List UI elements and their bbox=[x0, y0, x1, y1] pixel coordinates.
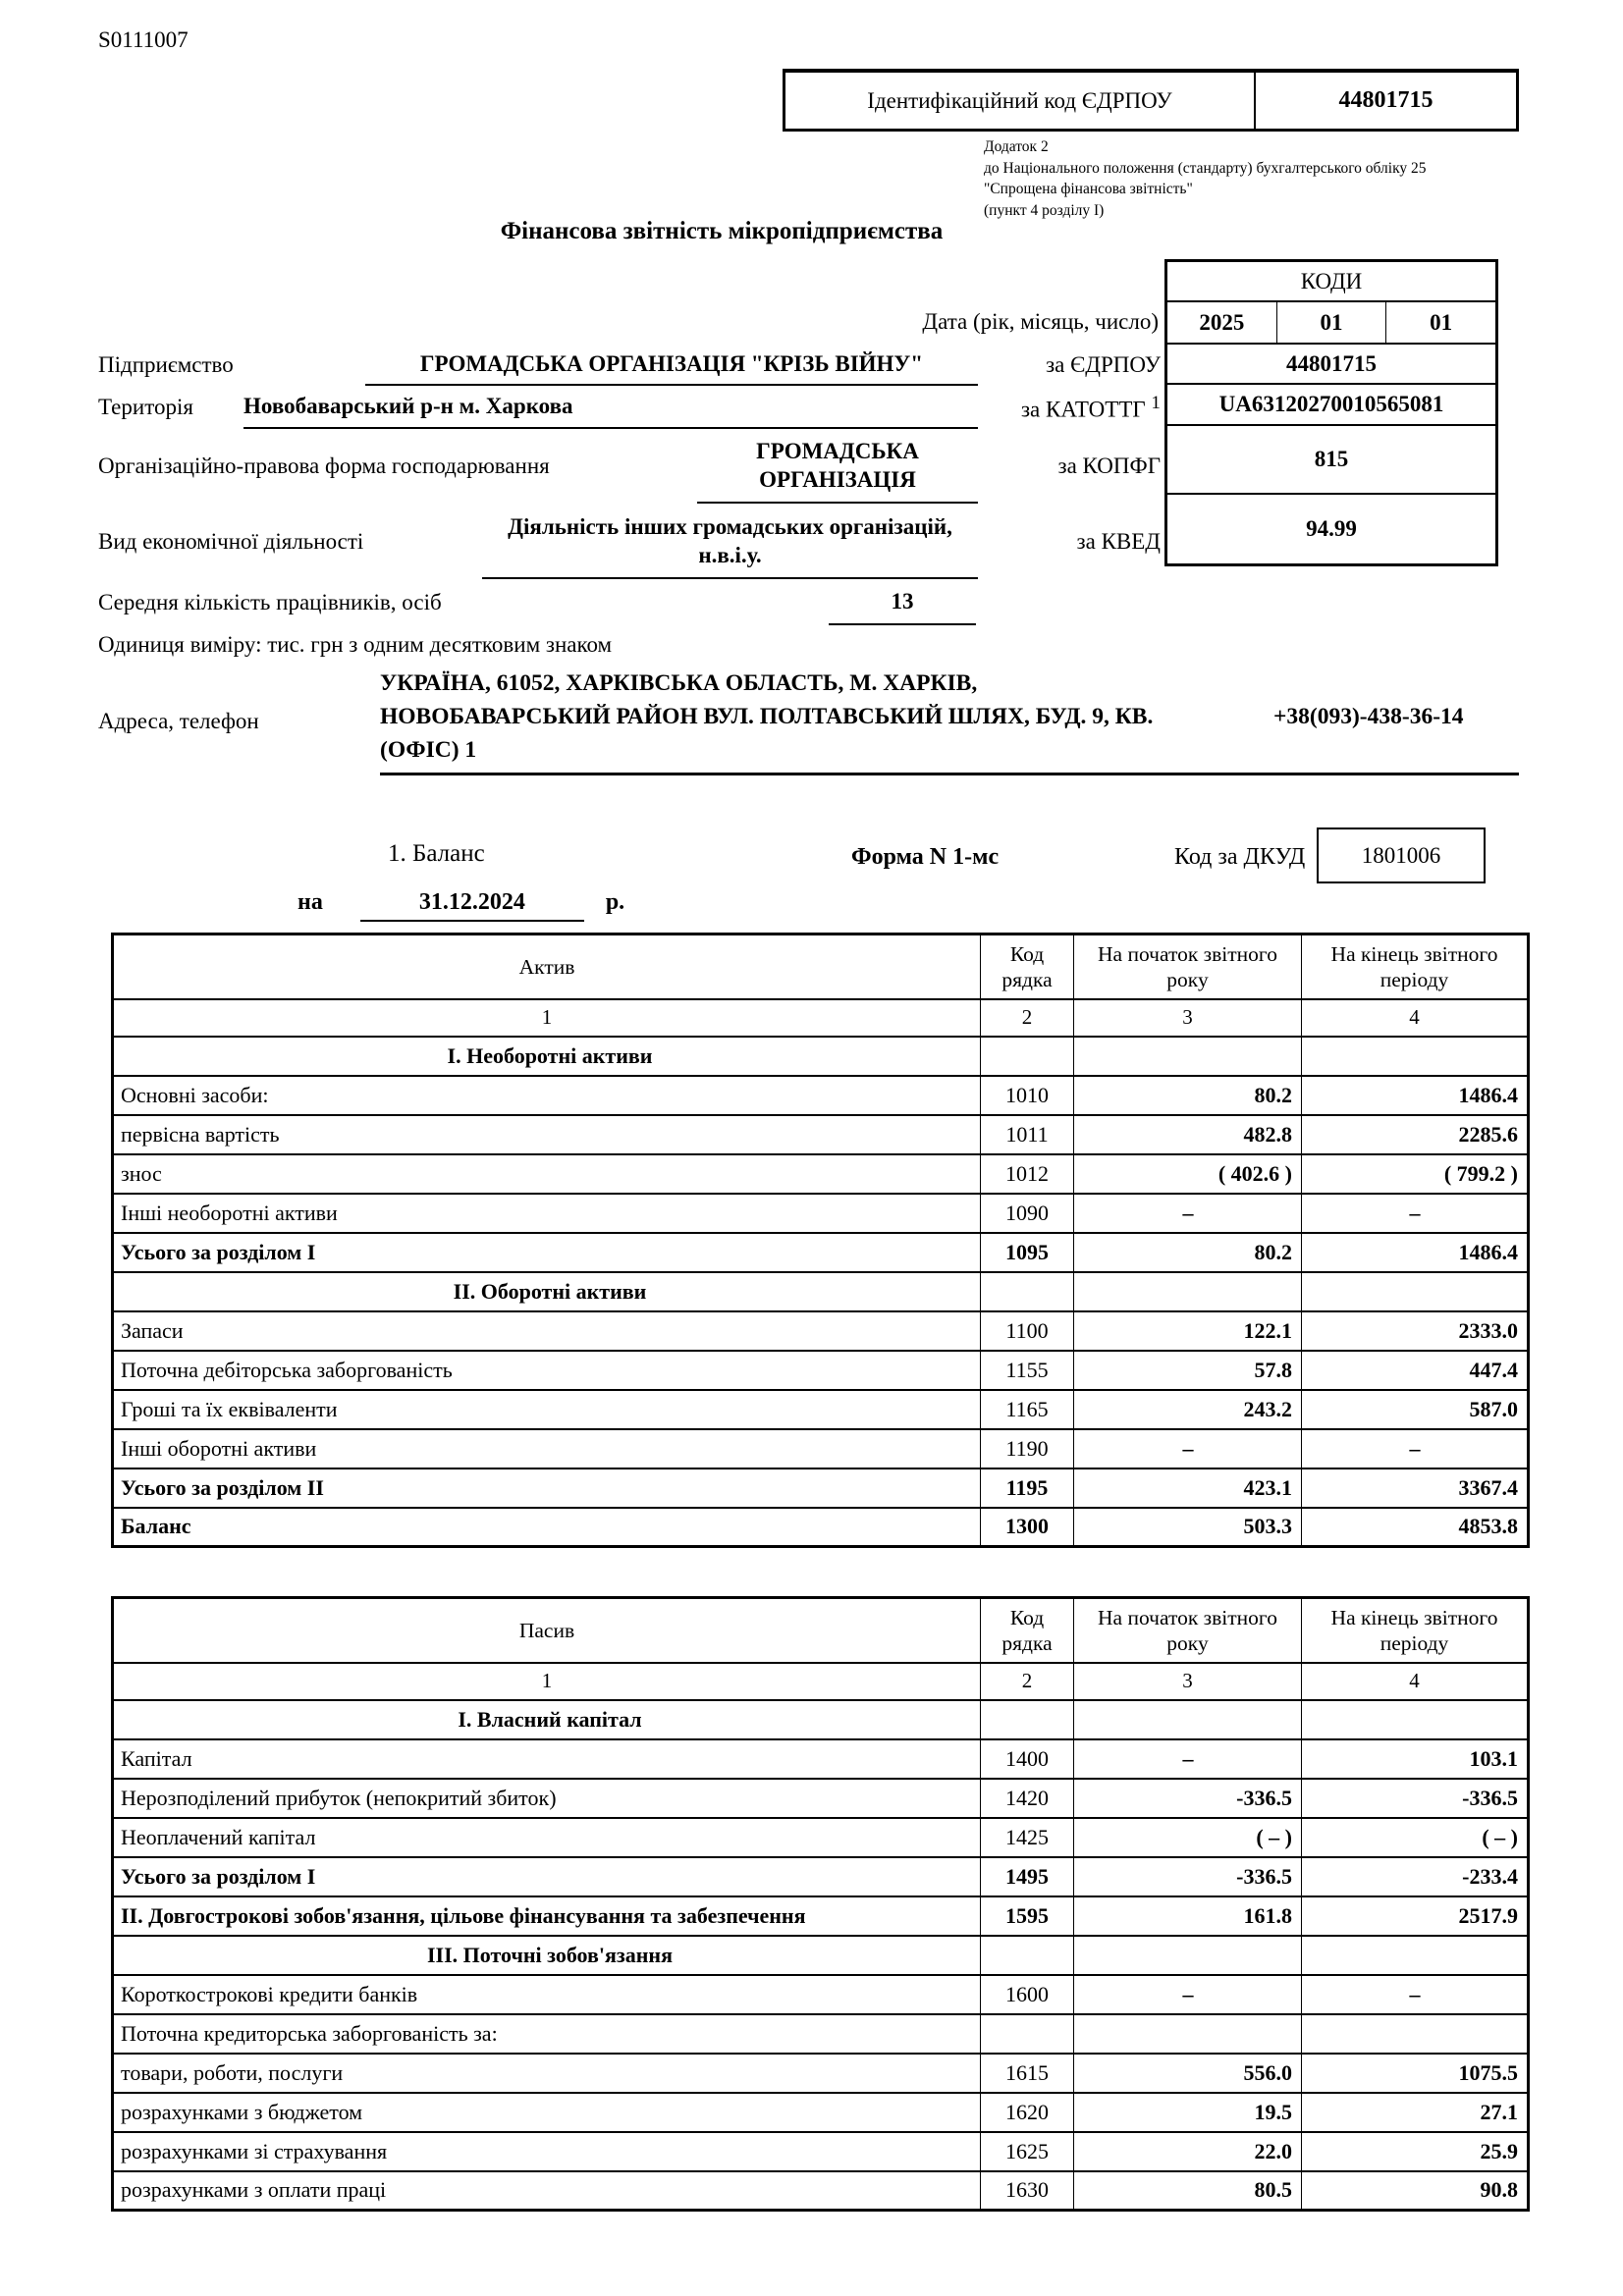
row-label-cell: ІІ. Довгострокові зобов'язання, цільове фінансування та забезпечення bbox=[121, 1902, 806, 1928]
edrpou-field-label: за ЄДРПОУ bbox=[1046, 351, 1161, 377]
row-code-cell: 1400 bbox=[981, 1739, 1074, 1779]
row-code-cell: 1155 bbox=[981, 1351, 1074, 1390]
value-end-cell: 90.8 bbox=[1302, 2171, 1529, 2211]
date-prefix: на bbox=[298, 889, 323, 915]
katottg-footnote-mark: 1 bbox=[1151, 392, 1161, 413]
value-end-cell: 3367.4 bbox=[1302, 1468, 1529, 1508]
page-title: Фінансова звітність мікропідприємства bbox=[500, 218, 944, 244]
liability-row-1595 bbox=[113, 1896, 1529, 1936]
col-header-code: Код рядка bbox=[981, 1598, 1074, 1663]
row-code-cell: 1600 bbox=[981, 1975, 1074, 2014]
dkud-label: Код за ДКУД bbox=[1174, 844, 1306, 870]
row-label-cell: первісна вартість bbox=[121, 1121, 280, 1147]
balance-date-line bbox=[298, 889, 624, 922]
value-end-cell: 2333.0 bbox=[1302, 1311, 1529, 1351]
value-end-cell: 587.0 bbox=[1302, 1390, 1529, 1429]
row-label-cell: товари, роботи, послуги bbox=[121, 2059, 344, 2085]
enterprise-value: ГРОМАДСЬКА ОРГАНІЗАЦІЯ "КРІЗЬ ВІЙНУ" bbox=[365, 344, 978, 386]
value-begin-cell: 503.3 bbox=[1074, 1508, 1302, 1547]
row-label-cell: Поточна дебіторська заборгованість bbox=[121, 1357, 453, 1382]
value-end-cell bbox=[1302, 1037, 1529, 1076]
row-code-cell: 1095 bbox=[981, 1233, 1074, 1272]
liability-section-equity bbox=[113, 1700, 1529, 1739]
row-code-cell: 1595 bbox=[981, 1896, 1074, 1936]
form-number-label: Форма N 1-мс bbox=[851, 844, 1000, 870]
section-label-cell: ІІ. Оборотні активи bbox=[453, 1278, 647, 1304]
row-label-cell: Інші оборотні активи bbox=[121, 1435, 317, 1461]
phone-value: +38(093)-438-36-14 bbox=[1273, 703, 1464, 729]
kopfg-field-label: за КОПФГ bbox=[1057, 454, 1161, 478]
value-begin-cell: 423.1 bbox=[1074, 1468, 1302, 1508]
row-code-cell: 1620 bbox=[981, 2093, 1074, 2132]
form-code: S0111007 bbox=[98, 27, 189, 52]
spacer bbox=[1190, 667, 1273, 767]
asset-balance-row bbox=[113, 1508, 1529, 1547]
col-header-name: Пасив bbox=[518, 1618, 575, 1642]
value-end-cell: 27.1 bbox=[1302, 2093, 1529, 2132]
value-begin-cell bbox=[1074, 1272, 1302, 1311]
value-begin-cell: 161.8 bbox=[1074, 1896, 1302, 1936]
row-code-cell: 1630 bbox=[981, 2171, 1074, 2211]
value-end-cell: 1486.4 bbox=[1302, 1233, 1529, 1272]
row-code-cell bbox=[981, 1037, 1074, 1076]
katottg-field-label: за КАТОТТГ $^1$ bbox=[1020, 392, 1161, 422]
unit-row bbox=[98, 625, 1519, 665]
value-end-cell: – bbox=[1302, 1429, 1529, 1468]
col-header-code: Код рядка bbox=[981, 934, 1074, 999]
unit-label: Одиниця виміру: тис. грн з одним десятковим знаком bbox=[98, 632, 613, 657]
appendix-line: Додаток 2 bbox=[984, 138, 1049, 155]
asset-row-1012 bbox=[113, 1154, 1529, 1194]
row-label-cell: Запаси bbox=[121, 1317, 184, 1343]
col-number: 3 bbox=[1074, 1663, 1302, 1700]
balance-date-value: 31.12.2024 bbox=[360, 889, 584, 922]
col-header-name: Актив bbox=[518, 954, 575, 979]
col-number: 3 bbox=[1074, 999, 1302, 1037]
value-end-cell: 1075.5 bbox=[1302, 2054, 1529, 2093]
row-code-cell: 1615 bbox=[981, 2054, 1074, 2093]
row-label-cell: Нерозподілений прибуток (непокритий збиток) bbox=[121, 1785, 557, 1810]
value-begin-cell: ( 402.6 ) bbox=[1074, 1154, 1302, 1194]
row-label-cell: розрахунками зі страхування bbox=[121, 2138, 388, 2163]
value-end-cell: ( 799.2 ) bbox=[1302, 1154, 1529, 1194]
col-number: 2 bbox=[981, 999, 1074, 1037]
row-label-cell: Неоплачений капітал bbox=[121, 1824, 316, 1849]
row-label-cell: розрахунками з бюджетом bbox=[121, 2099, 363, 2124]
row-code-cell bbox=[981, 1272, 1074, 1311]
row-code-cell: 1100 bbox=[981, 1311, 1074, 1351]
value-begin-cell: 80.2 bbox=[1074, 1076, 1302, 1115]
col-number: 1 bbox=[541, 1005, 553, 1029]
liability-row-1600 bbox=[113, 1975, 1529, 2014]
edrpou-code-label: Ідентифікаційний код ЄДРПОУ bbox=[785, 73, 1256, 129]
value-end-cell bbox=[1302, 1700, 1529, 1739]
asset-section-noncurrent bbox=[113, 1037, 1529, 1076]
liability-row-1620 bbox=[113, 2093, 1529, 2132]
enterprise-info-block bbox=[98, 300, 1519, 775]
enterprise-row bbox=[98, 344, 1164, 386]
address-row bbox=[98, 667, 1519, 775]
value-begin-cell: 122.1 bbox=[1074, 1311, 1302, 1351]
value-begin-cell bbox=[1074, 1700, 1302, 1739]
liability-row-1400 bbox=[113, 1739, 1529, 1779]
address-area bbox=[380, 667, 1519, 775]
row-label-cell: Основні засоби: bbox=[121, 1082, 269, 1107]
date-day: 01 bbox=[1430, 309, 1453, 335]
value-end-cell: – bbox=[1302, 1194, 1529, 1233]
row-code-cell bbox=[981, 1936, 1074, 1975]
code-kved: 94.99 bbox=[1306, 516, 1357, 541]
asset-row-1011 bbox=[113, 1115, 1529, 1154]
code-kopfg: 815 bbox=[1167, 426, 1495, 495]
edrpou-code-value: 44801715 bbox=[1338, 87, 1434, 113]
codes-header: КОДИ bbox=[1167, 262, 1495, 302]
row-code-cell bbox=[981, 2014, 1074, 2054]
value-begin-cell: ( – ) bbox=[1074, 1818, 1302, 1857]
employees-row bbox=[98, 579, 1164, 625]
asset-header-row bbox=[113, 934, 1529, 999]
asset-section-current bbox=[113, 1272, 1529, 1311]
kved-field-label: за КВЕД bbox=[1076, 528, 1161, 554]
value-begin-cell bbox=[1074, 1936, 1302, 1975]
territory-value: Новобаварський р-н м. Харкова bbox=[243, 386, 978, 429]
asset-row-1010 bbox=[113, 1076, 1529, 1115]
legal-form-label: Організаційно-правова форма господарювання bbox=[98, 454, 550, 478]
row-label-cell: Короткострокові кредити банків bbox=[121, 1981, 418, 2006]
enterprise-label: Підприємство bbox=[98, 351, 234, 377]
value-begin-cell: – bbox=[1074, 1975, 1302, 2014]
value-end-cell: 25.9 bbox=[1302, 2132, 1529, 2171]
value-end-cell: 2517.9 bbox=[1302, 1896, 1529, 1936]
asset-row-1090 bbox=[113, 1194, 1529, 1233]
code-edrpou: 44801715 bbox=[1167, 345, 1495, 385]
code-katottg: UA63120270010565081 bbox=[1167, 385, 1495, 426]
col-header-begin: На початок звітного року bbox=[1074, 1598, 1302, 1663]
value-end-cell bbox=[1302, 2014, 1529, 2054]
row-code-cell: 1420 bbox=[981, 1779, 1074, 1818]
asset-row-1155 bbox=[113, 1351, 1529, 1390]
col-header-end: На кінець звітного періоду bbox=[1302, 934, 1529, 999]
value-begin-cell: 556.0 bbox=[1074, 2054, 1302, 2093]
value-begin-cell bbox=[1074, 1037, 1302, 1076]
row-code-cell: 1165 bbox=[981, 1390, 1074, 1429]
row-code-cell: 1495 bbox=[981, 1857, 1074, 1896]
balance-section-title: 1. Баланс bbox=[388, 840, 485, 867]
value-begin-cell: 57.8 bbox=[1074, 1351, 1302, 1390]
asset-row-1165 bbox=[113, 1390, 1529, 1429]
row-code-cell: 1190 bbox=[981, 1429, 1074, 1468]
employees-value: 13 bbox=[829, 579, 976, 625]
asset-row-1190 bbox=[113, 1429, 1529, 1468]
row-label-cell: Гроші та їх еквіваленти bbox=[121, 1396, 338, 1421]
row-code-cell: 1011 bbox=[981, 1115, 1074, 1154]
value-begin-cell: 80.2 bbox=[1074, 1233, 1302, 1272]
date-label-row bbox=[98, 300, 1164, 344]
value-end-cell: -336.5 bbox=[1302, 1779, 1529, 1818]
legal-form-row bbox=[98, 429, 1164, 504]
row-code-cell: 1425 bbox=[981, 1818, 1074, 1857]
appendix-line: до Національного положення (стандарту) бухгалтерського обліку 25 bbox=[984, 159, 1427, 177]
territory-row bbox=[98, 386, 1164, 429]
col-number: 1 bbox=[541, 1669, 553, 1692]
row-code-cell: 1010 bbox=[981, 1076, 1074, 1115]
column-numbers-row bbox=[113, 1663, 1529, 1700]
section-label-cell: І. Власний капітал bbox=[458, 1706, 642, 1732]
row-label-cell: розрахунками з оплати праці bbox=[121, 2177, 387, 2203]
row-code-cell: 1195 bbox=[981, 1468, 1074, 1508]
liability-row-1625 bbox=[113, 2132, 1529, 2171]
dkud-code-box: 1801006 bbox=[1317, 828, 1486, 883]
row-label-cell: Усього за розділом І bbox=[121, 1863, 316, 1889]
employees-label: Середня кількість працівників, осіб bbox=[98, 589, 442, 614]
value-begin-cell: 482.8 bbox=[1074, 1115, 1302, 1154]
col-number: 4 bbox=[1302, 1663, 1529, 1700]
asset-table bbox=[111, 933, 1530, 1548]
value-begin-cell: 22.0 bbox=[1074, 2132, 1302, 2171]
asset-total-section1 bbox=[113, 1233, 1529, 1272]
liability-row-1630 bbox=[113, 2171, 1529, 2211]
date-label: Дата (рік, місяць, число) bbox=[922, 309, 1159, 334]
liability-section-current bbox=[113, 1936, 1529, 1975]
value-begin-cell: 19.5 bbox=[1074, 2093, 1302, 2132]
row-label-cell: Усього за розділом І bbox=[121, 1239, 316, 1264]
col-number: 2 bbox=[981, 1663, 1074, 1700]
address-label: Адреса, телефон bbox=[98, 708, 259, 733]
liability-row-1420 bbox=[113, 1779, 1529, 1818]
address-value: УКРАЇНА, 61052, ХАРКІВСЬКА ОБЛАСТЬ, М. ХАРКІВ, НОВОБАВАРСЬКИЙ РАЙОН ВУЛ. ПОЛТАВСЬКИЙ ШЛЯХ, БУД. 9, КВ. (ОФІС) 1 bbox=[380, 670, 1154, 763]
row-code-cell: 1625 bbox=[981, 2132, 1074, 2171]
liability-row-1425 bbox=[113, 1818, 1529, 1857]
value-end-cell: 447.4 bbox=[1302, 1351, 1529, 1390]
value-begin-cell: – bbox=[1074, 1194, 1302, 1233]
liability-row-payables-group bbox=[113, 2014, 1529, 2054]
column-numbers-row bbox=[113, 999, 1529, 1037]
date-suffix: р. bbox=[605, 889, 625, 915]
liability-total-section1 bbox=[113, 1857, 1529, 1896]
activity-row bbox=[98, 504, 1164, 579]
value-end-cell: 103.1 bbox=[1302, 1739, 1529, 1779]
territory-label: Територія bbox=[98, 395, 193, 419]
section-label-cell: ІІІ. Поточні зобов'язання bbox=[426, 1942, 673, 1967]
value-begin-cell: 80.5 bbox=[1074, 2171, 1302, 2211]
row-label-cell: знос bbox=[121, 1160, 162, 1186]
row-label-cell: Баланс bbox=[121, 1514, 191, 1539]
row-label-cell: Інші необоротні активи bbox=[121, 1200, 338, 1225]
legal-form-value: ГРОМАДСЬКА ОРГАНІЗАЦІЯ bbox=[697, 429, 978, 504]
appendix-line: (пункт 4 розділу І) bbox=[984, 201, 1105, 219]
activity-label: Вид економічної діяльності bbox=[98, 528, 364, 554]
appendix-note bbox=[984, 136, 1534, 221]
edrpou-code-box bbox=[783, 69, 1519, 132]
section-label-cell: І. Необоротні активи bbox=[447, 1042, 653, 1068]
liability-table bbox=[111, 1596, 1530, 2212]
value-end-cell: 2285.6 bbox=[1302, 1115, 1529, 1154]
value-end-cell bbox=[1302, 1936, 1529, 1975]
col-header-end: На кінець звітного періоду bbox=[1302, 1598, 1529, 1663]
date-month: 01 bbox=[1276, 302, 1387, 343]
value-end-cell: 1486.4 bbox=[1302, 1076, 1529, 1115]
col-number: 4 bbox=[1302, 999, 1529, 1037]
liability-header-row bbox=[113, 1598, 1529, 1663]
value-end-cell: – bbox=[1302, 1975, 1529, 2014]
row-code-cell bbox=[981, 1700, 1074, 1739]
value-end-cell bbox=[1302, 1272, 1529, 1311]
row-code-cell: 1090 bbox=[981, 1194, 1074, 1233]
date-year: 2025 bbox=[1199, 309, 1245, 335]
value-begin-cell: – bbox=[1074, 1429, 1302, 1468]
asset-row-1100 bbox=[113, 1311, 1529, 1351]
value-begin-cell: -336.5 bbox=[1074, 1857, 1302, 1896]
row-label-cell: Капітал bbox=[121, 1745, 192, 1771]
col-header-begin: На початок звітного року bbox=[1074, 934, 1302, 999]
row-code-cell: 1300 bbox=[981, 1508, 1074, 1547]
row-code-cell: 1012 bbox=[981, 1154, 1074, 1194]
row-label-cell: Усього за розділом ІІ bbox=[121, 1474, 324, 1500]
asset-total-section2 bbox=[113, 1468, 1529, 1508]
value-end-cell: -233.4 bbox=[1302, 1857, 1529, 1896]
activity-value: Діяльність інших громадських організацій, н.в.і.у. bbox=[482, 504, 978, 579]
row-label-cell: Поточна кредиторська заборгованість за: bbox=[121, 2020, 498, 2046]
value-begin-cell: – bbox=[1074, 1739, 1302, 1779]
value-begin-cell bbox=[1074, 2014, 1302, 2054]
value-begin-cell: -336.5 bbox=[1074, 1779, 1302, 1818]
value-begin-cell: 243.2 bbox=[1074, 1390, 1302, 1429]
value-end-cell: ( – ) bbox=[1302, 1818, 1529, 1857]
value-end-cell: 4853.8 bbox=[1302, 1508, 1529, 1547]
appendix-line: "Спрощена фінансова звітність" bbox=[984, 181, 1193, 197]
liability-row-1615 bbox=[113, 2054, 1529, 2093]
